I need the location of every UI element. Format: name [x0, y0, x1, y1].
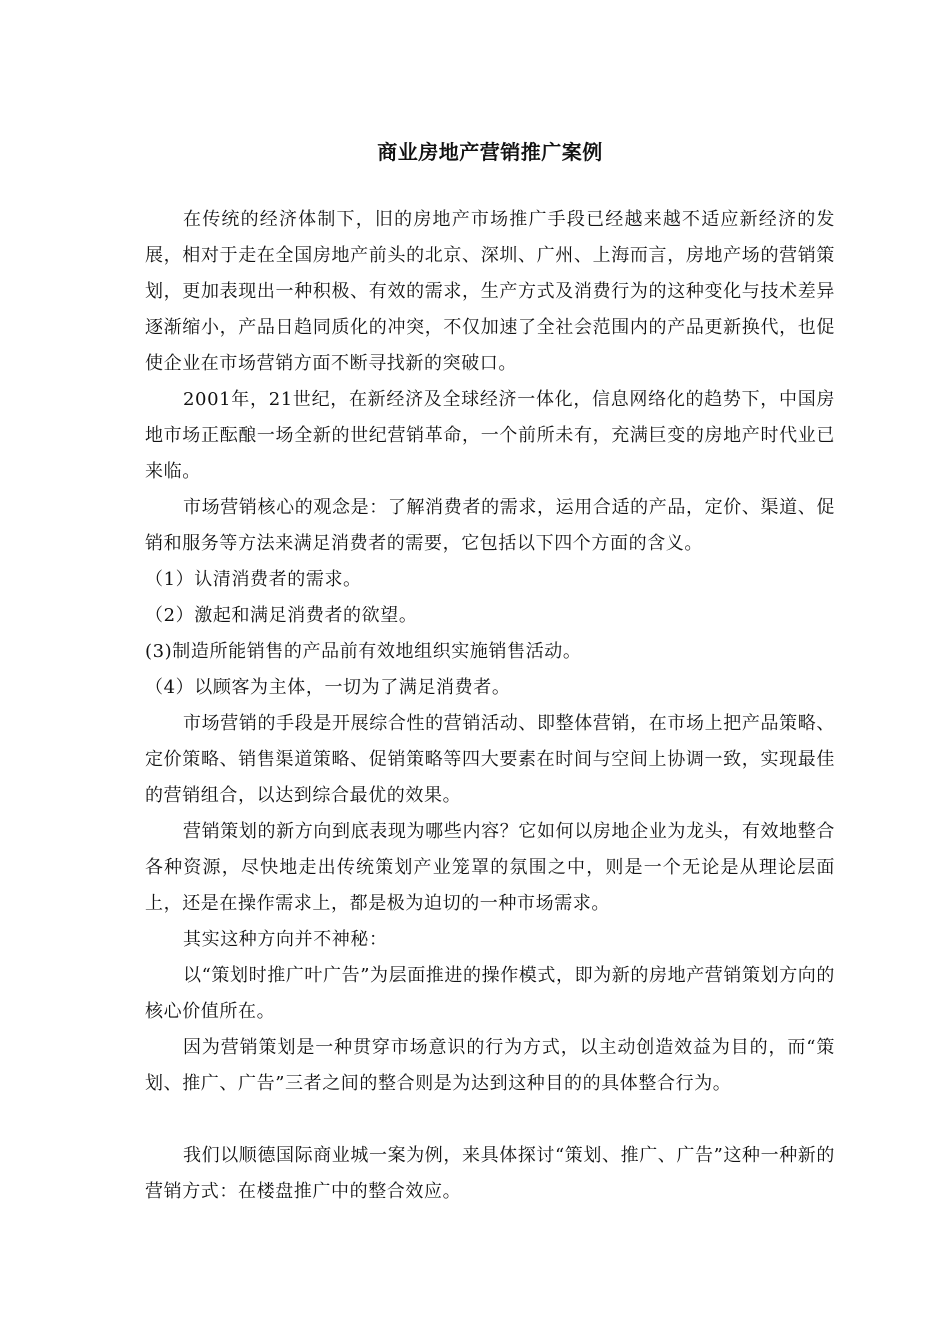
- paragraph-operation-mode: 以“策划时推广叶广告”为层面推进的操作模式，即为新的房地产营销策划方向的核心价值所在。: [145, 965, 836, 1022]
- list-item: (3)制造所能销售的产品前有效地组织实施销售活动。: [145, 641, 582, 662]
- paragraph-not-mysterious: 其实这种方向并不神秘：: [183, 929, 388, 950]
- document-title: 商业房地产营销推广案例: [377, 140, 603, 164]
- list-item: （2）激起和满足消费者的欲望。: [145, 605, 418, 626]
- paragraph-marketing-core: 市场营销核心的观念是：了解消费者的需求，运用合适的产品，定价、渠道、促销和服务等方法来满足消费者的需要，它包括以下四个方面的含义。: [145, 497, 835, 554]
- paragraph-new-direction: 营销策划的新方向到底表现为哪些内容？它如何以房地企业为龙头，有效地整合各种资源，尽快地走出传统策划产业笼罩的氛围之中，则是一个无论是从理论层面上，还是在操作需求上，都是极为迫切的一种市场需求。: [145, 821, 835, 914]
- paragraph-integration: 因为营销策划是一种贯穿市场意识的行为方式，以主动创造效益为目的，而“策划、推广、广告”三者之间的整合则是为达到这种目的的具体整合行为。: [145, 1037, 835, 1094]
- paragraph-2001: 2001年，21世纪，在新经济及全球经济一体化，信息网络化的趋势下，中国房地市场正酝酿一场全新的世纪营销革命，一个前所未有，充满巨变的房地产时代业已来临。: [145, 389, 835, 482]
- document-page: [145, 136, 835, 1210]
- paragraph-marketing-means: 市场营销的手段是开展综合性的营销活动、即整体营销，在市场上把产品策略、定价策略、销售渠道策略、促销策略等四大要素在时间与空间上协调一致，实现最佳的营销组合，以达到综合最优的效果。: [145, 713, 835, 806]
- paragraph-intro: 在传统的经济体制下，旧的房地产市场推广手段已经越来越不适应新经济的发展，相对于走在全国房地产前头的北京、深圳、广州、上海而言，房地产场的营销策划，更加表现出一种积极、有效的需求，生产方式及消费行为的这种变化与技术差异逐渐缩小，产品日趋同质化的冲突，不仅加速了全社会范围内的产品更新换代，也促使企业在市场营销方面不断寻找新的突破口。: [145, 209, 835, 374]
- paragraph-spacer: [145, 1102, 835, 1138]
- paragraph-case-example: 我们以顺德国际商业城一案为例，来具体探讨“策划、推广、广告”这种一种新的营销方式：在楼盘推广中的整合效应。: [145, 1145, 836, 1202]
- list-item: （1）认清消费者的需求。: [145, 569, 362, 590]
- list-item: （4）以顾客为主体，一切为了满足消费者。: [145, 677, 511, 698]
